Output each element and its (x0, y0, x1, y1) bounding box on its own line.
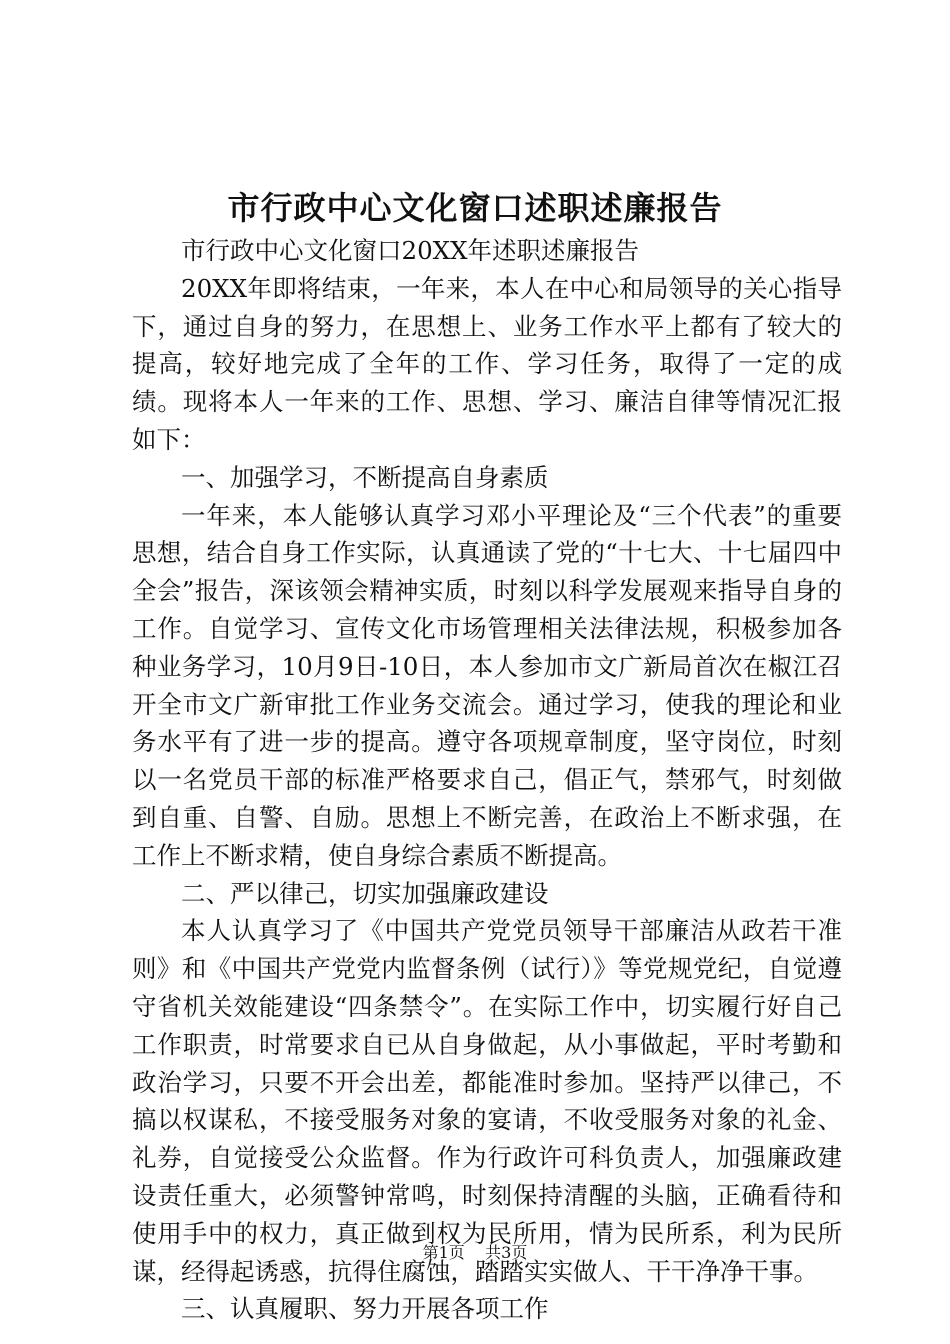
intro-paragraph: 20XX年即将结束，一年来，本人在中心和局领导的关心指导下，通过自身的努力，在思想上、业务工作水平上都有了较大的提高，较好地完成了全年的工作、学习任务，取得了一定的成绩。现将本人一年来的工作、思想、学习、廉洁自律等情况汇报如下： (132, 273, 842, 454)
section-2-paragraph: 本人认真学习了《中国共产党党员领导干部廉洁从政若干准则》和《中国共产党党内监督条例（试行）》等党规党纪，自觉遵守省机关效能建设“四条禁令”。在实际工作中，切实履行好自己工作职责，时常要求自已从自身做起，从小事做起，平时考勤和政治学习，只要不开会出差，都能准时参加。坚持严以律己，不搞以权谋私，不接受服务对象的宴请，不收受服务对象的礼金、礼券，自觉接受公众监督。作为行政许可科负责人，加强廉政建设责任重大，必须警钟常鸣，时刻保持清醒的头脑，正确看待和使用手中的权力，真正做到权为民所用，情为民所系，利为民所谋，经得起诱惑，抗得住腐蚀，踏踏实实做人、干干净净干事。 (132, 916, 842, 1286)
section-heading-2: 二、严以律己，切实加强廉政建设 (181, 878, 549, 908)
page-number: 第1页 (422, 1243, 465, 1262)
subtitle-paragraph: 市行政中心文化窗口20XX年述职述廉报告 (181, 236, 640, 265)
section-1-paragraph: 一年来，本人能够认真学习邓小平理论及“三个代表”的重要思想，结合自身工作实际，认真通读了党的“十七大、十七届四中全会”报告，深该领会精神实质，时刻以科学发展观来指导自身的工作。自觉学习、宣传文化市场管理相关法律法规，积极参加各种业务学习，10月9日-10日，本人参加市文广新局首次在椒江召开全市文广新审批工作业务交流会。通过学习，使我的理论和业务水平有了进一步的提高。遵守各项规章制度，坚守岗位，时刻以一名党员干部的标准严格要求自己，倡正气，禁邪气，时刻做到自重、自警、自励。思想上不断完善，在政治上不断求强，在工作上不断求精，使自身综合素质不断提高。 (132, 500, 842, 870)
page-footer (0, 1242, 950, 1264)
document-body (132, 232, 842, 1328)
page-total: 共3页 (485, 1243, 528, 1262)
document-title: 市行政中心文化窗口述职述廉报告 (227, 189, 723, 227)
section-heading-3: 三、认真履职、努力开展各项工作 (181, 1294, 549, 1324)
section-heading-1: 一、加强学习，不断提高自身素质 (181, 462, 549, 492)
